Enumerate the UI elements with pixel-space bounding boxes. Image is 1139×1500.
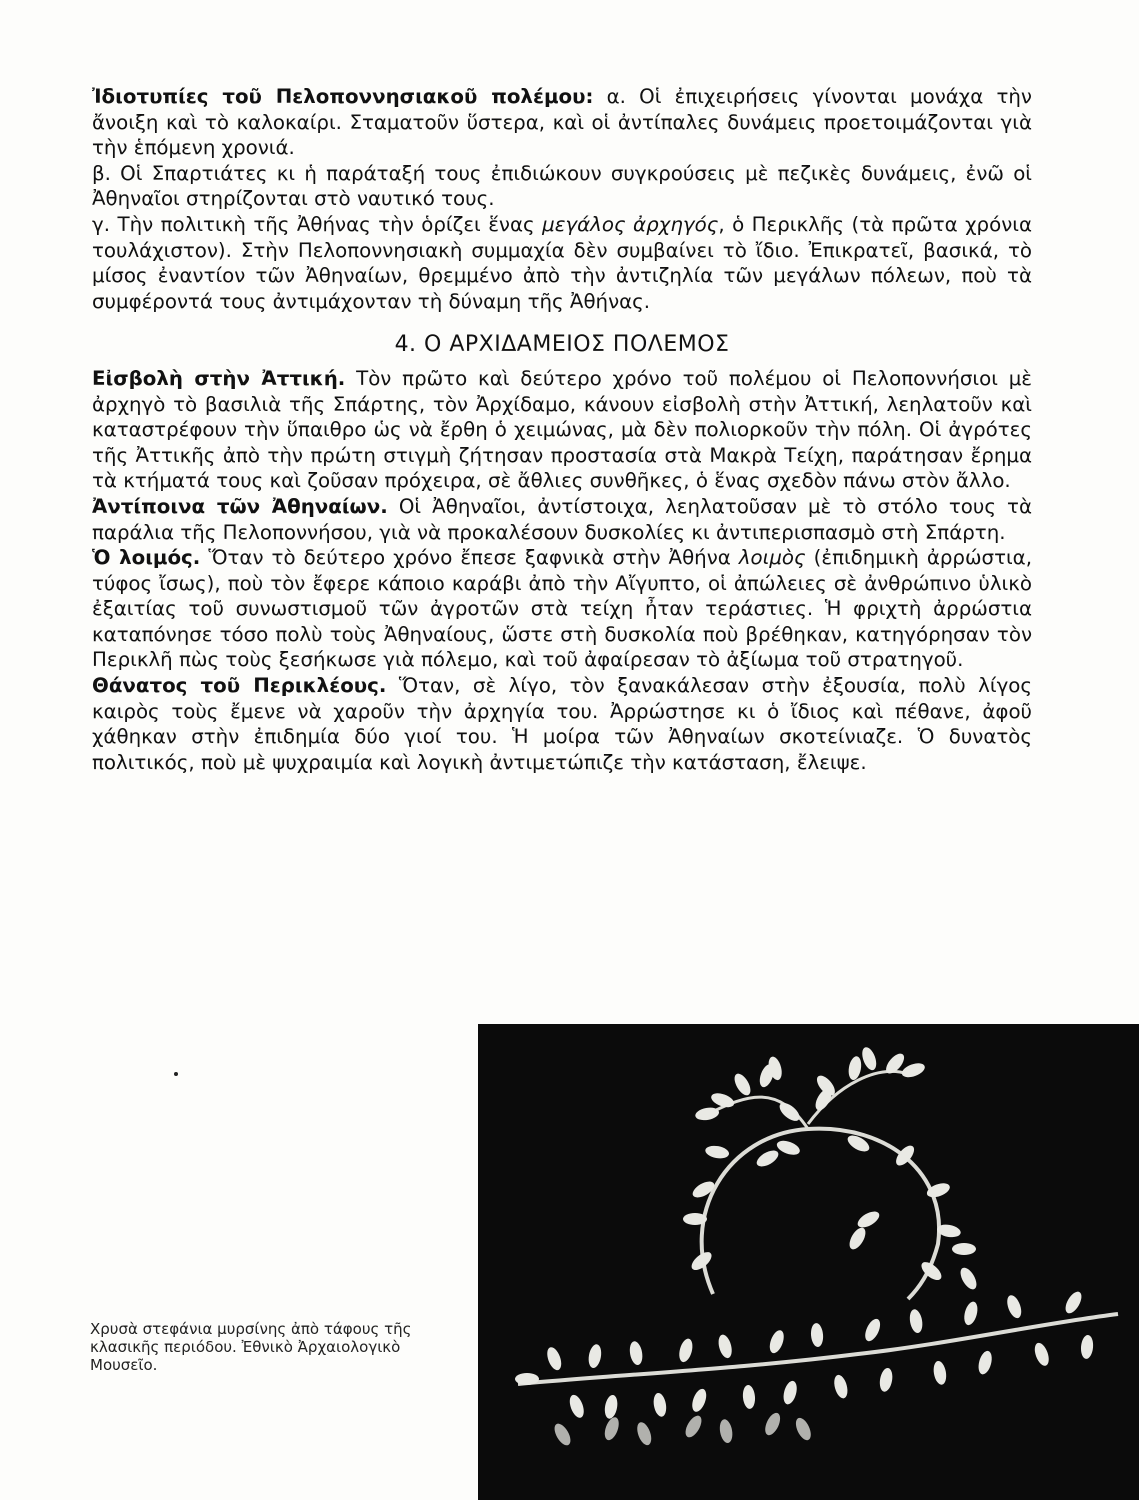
paragraph-text: (ἐπιδημικὴ ἀρρώστια, τύφος ἴσως), ποὺ τὸν ἔφερε κάποιο καράβι ἀπὸ τὴν Αἴγυπτο, οἱ ἀπώλειες σὲ ἀνθρώπινο ὑλικὸ ἐξαιτίας τοῦ συνωστισμοῦ τῶν ἀγροτῶν στὰ τείχη ἦταν τεράστιες. Ἡ φριχτὴ ἀρρώστια καταπόνησε τόσο πολὺ τοὺς Ἀθηναίους, ὥστε στὴ δυσκολία ποὺ βρέθηκαν, κατηγόρησαν τὸν Περικλῆ πὼς τοὺς ξεσήκωσε γιὰ πόλεμο, καὶ τοῦ ἀφαίρεσαν τὸ ἀξίωμα τοῦ στρατηγοῦ. xyxy=(92,546,1032,672)
paragraph-text: β. Οἱ Σπαρτιάτες κι ἡ παράταξή τους ἐπιδιώκουν συγκρούσεις μὲ πεζικὲς δυνάμεις, ἐνῶ οἱ Ἀθηναῖοι στηρίζονται στὸ ναυτικό τους. xyxy=(92,161,1032,211)
paragraph-beta xyxy=(92,161,1032,212)
wreath-photo xyxy=(478,1024,1139,1500)
print-speck xyxy=(174,1072,178,1076)
section-heading: 4. Ο ΑΡΧΙΔΑΜΕΙΟΣ ΠΟΛΕΜΟΣ xyxy=(394,332,730,358)
paragraph-eisvoli xyxy=(92,366,1032,494)
paragraph-text: Τὸν πρῶτο καὶ δεύτερο χρόνο τοῦ πολέμου οἱ Πελοποννήσιοι μὲ ἀρχηγὸ τὸ βασιλιὰ τῆς Σπάρτης, τὸν Ἀρχίδαμο, κάνουν εἰσβολὴ στὴν Ἀττική, λεηλατοῦν καὶ καταστρέφουν τὴν ὕπαιθρο ὡς νὰ ἔρθη ὁ χειμώνας, μὰ δὲν πολιορκοῦν τὴν πόλη. Οἱ ἀγρότες τῆς Ἀττικῆς ἀπὸ τὴν πρώτη στιγμὴ ζήτησαν προστασία στὰ Μακρὰ Τείχη, παράτησαν ἔρημα τὰ κτήματά τους καὶ ζοῦσαν πρόχειρα, σὲ ἄθλιες συνθῆκες, ὁ ἕνας σχεδὸν πάνω στὸν ἄλλο. xyxy=(92,366,1032,493)
paragraph-title: Θάνατος τοῦ Περικλέους. xyxy=(92,674,387,698)
paragraph-loimos xyxy=(92,545,1032,673)
main-text xyxy=(92,84,1032,775)
paragraph-text: , ὁ Περικλῆς (τὰ πρῶτα χρόνια τουλάχιστον). Στὴν Πελοποννησιακὴ συμμαχία δὲν συμβαίνει τὸ ἴδιο. Ἐπικρατεῖ, βασικά, τὸ μίσος ἐναντίον τῶν Ἀθηναίων, θρεμμένο ἀπὸ τὴν ἀντιζηλία τῶν μεγάλων πόλεων, ποὺ τὰ συμφέροντά τους ἀντιμάχονταν τὴ δύναμη τῆς Ἀθήνας. xyxy=(92,212,1032,313)
emphasis-text: μεγάλος ἀρχηγός xyxy=(542,212,719,236)
paragraph-thanatos xyxy=(92,673,1032,775)
paragraph-title: Ἰδιοτυπίες τοῦ Πελοποννησιακοῦ πολέμου: xyxy=(92,85,594,108)
paragraph-antipoina xyxy=(92,494,1032,545)
emphasis-text: λοιμὸς xyxy=(738,546,806,570)
paragraph-text: Οἱ Ἀθηναῖοι, ἀντίστοιχα, λεηλατοῦσαν μὲ τὸ στόλο τους τὰ παράλια τῆς Πελοποννήσου, γιὰ νὰ προκαλέσουν δυσκολίες κι ἀντιπερισπασμὸ στὴ Σπάρτη. xyxy=(92,494,1032,544)
paragraph-text: α. Οἱ ἐπιχειρήσεις γίνονται μονάχα τὴν ἄνοιξη καὶ τὸ καλοκαίρι. Σταματοῦν ὕστερα, καὶ οἱ ἀντίπαλες δυνάμεις προετοιμάζονται γιὰ τὴν ἑπόμενη χρονιά. xyxy=(92,85,1032,160)
paragraph-idiotypies xyxy=(92,84,1032,161)
figure-caption: Χρυσὰ στεφάνια μυρσίνης ἀπὸ τάφους τῆς κλασικῆς περιόδου. Ἐθνικὸ Ἀρχαιολογικὸ Μουσεῖο. xyxy=(90,1320,412,1374)
paragraph-gamma xyxy=(92,212,1032,314)
paragraph-text: γ. Τὴν πολιτικὴ τῆς Ἀθήνας τὴν ὁρίζει ἕνας xyxy=(92,212,543,236)
paragraph-text: Ὅταν τὸ δεύτερο χρόνο ἔπεσε ξαφνικὰ στὴν Ἀθήνα xyxy=(200,546,739,570)
paragraph-title: Εἰσβολὴ στὴν Ἀττική. xyxy=(92,366,346,390)
paragraph-title: Ὁ λοιμός. xyxy=(92,546,201,570)
wreath-icon xyxy=(478,1024,1139,1500)
paragraph-title: Ἀντίποινα τῶν Ἀθηναίων. xyxy=(92,494,388,518)
paragraph-text: Ὅταν, σὲ λίγο, τὸν ξανακάλεσαν στὴν ἐξουσία, πολὺ λίγος καιρὸς τοὺς ἔμενε νὰ χαροῦν τὴν ἀρχηγία του. Ἀρρώστησε κι ὁ ἴδιος καὶ πέθανε, ἀφοῦ χάθηκαν στὴν ἐπιδημία δύο γιοί του. Ἡ μοίρα τῶν Ἀθηναίων σκοτείνιαζε. Ὁ δυνατὸς πολιτικός, ποὺ μὲ ψυχραιμία καὶ λογικὴ ἀντιμετώπιζε τὴν κατάσταση, ἔλειψε. xyxy=(92,674,1032,774)
